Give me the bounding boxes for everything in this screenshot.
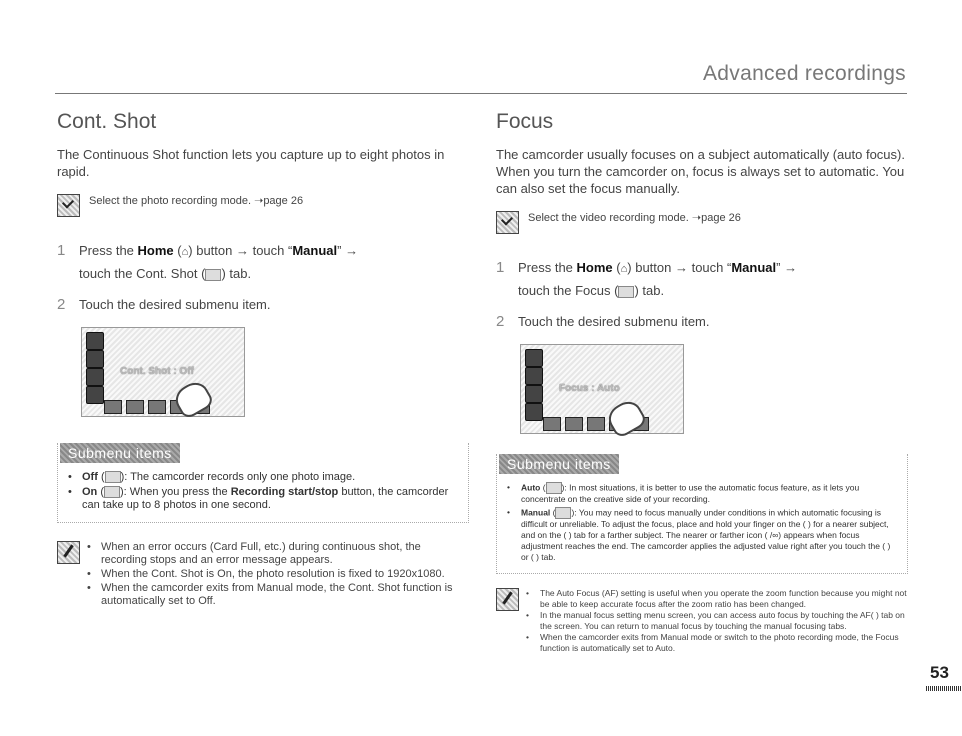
auto-focus-icon — [546, 482, 562, 494]
step-text: Press the — [79, 243, 138, 258]
manual-label: Manual — [731, 260, 777, 275]
note-item: • When the Cont. Shot is On, the photo resolution is fixed to 1920x1080. — [87, 568, 469, 581]
item-key: On — [82, 486, 98, 498]
step-text: button → touch “ — [192, 243, 293, 258]
tab-icon — [543, 417, 561, 431]
step-1: 1 Press the Home (⌂) button → touch “Manual” → touch the Focus ( ) tab. — [496, 259, 798, 298]
step-2 — [57, 294, 469, 315]
item-key: Auto — [521, 482, 541, 493]
page-number-bar — [926, 686, 962, 691]
lcd-screen-illustration — [81, 327, 245, 417]
submenu-box — [496, 454, 908, 574]
note-item: • The Auto Focus (AF) setting is useful when you operate the zoom function because you might not be able to keep accurate focus after the zoom ratio has been changed. — [526, 588, 908, 610]
home-icon: ⌂ — [620, 263, 628, 275]
step-text: Touch the desired submenu item. — [518, 314, 710, 329]
step-text: ) tab. — [221, 266, 252, 281]
menu-icon — [525, 367, 543, 385]
submenu-item: • On ( ): When you press the Recording start/stop button, the camcorder can take up to 8 photos in one second. — [68, 486, 456, 512]
step-text: Touch the desired submenu item. — [79, 297, 271, 312]
step-text: touch the Focus ( — [518, 283, 619, 298]
focus-icon — [618, 286, 634, 298]
section-title: Cont. Shot — [57, 110, 157, 133]
precheck-text: Select the video recording mode. ➝page 26 — [528, 212, 741, 224]
checkmark-icon — [496, 211, 519, 234]
touch-hand-icon — [171, 378, 215, 421]
step-number: 2 — [57, 296, 66, 313]
zoom-icon — [525, 403, 543, 421]
item-text: ): You may need to focus manually under conditions in which automatic focusing is difficult or unreliable. To adjust the focus, place and hold your finger on the ( ) for a nearer subject, and on the ( ) tab for a farther subject. The nearer or farther icon ( /∞) appears when focus adjustment reaches the end. The camcorder applies the adjusted value right after you touch the ( ) or ( ) tab. — [521, 507, 891, 562]
tab-icon — [565, 417, 583, 431]
notes — [496, 588, 908, 654]
off-icon — [105, 471, 121, 483]
item-key: Manual — [521, 507, 551, 518]
step-text: ) tab. — [634, 283, 665, 298]
home-icon — [86, 368, 104, 386]
submenu-box — [57, 443, 469, 523]
tab-icon — [148, 400, 166, 414]
item-text: ): In most situations, it is better to use the automatic focus feature, as it lets you concentrate on the creative side of your recording. — [521, 482, 860, 504]
precheck-text: Select the photo recording mode. ➝page 26 — [89, 195, 304, 207]
step-number: 1 — [496, 259, 505, 276]
section-intro: The Continuous Shot function lets you capture up to eight photos in rapid. — [57, 147, 445, 179]
lcd-screen-illustration — [520, 344, 684, 434]
step-1: 1 Press the Home (⌂) button → touch “Manual” → touch the Cont. Shot ( ) tab. — [57, 242, 359, 281]
zoom-icon — [86, 386, 104, 404]
notes — [57, 541, 469, 608]
note-item: • When an error occurs (Card Full, etc.) during continuous shot, the recording stops and an error message appears. — [87, 541, 469, 567]
chapter-title: Advanced recordings — [703, 62, 906, 85]
submenu-title: Submenu items — [499, 454, 619, 474]
item-text: ): When you press the — [120, 486, 231, 498]
menu-icon — [86, 350, 104, 368]
item-text: button, the camcorder can take up to 8 photos in one second. — [82, 486, 449, 511]
lcd-label: Cont. Shot : Off — [120, 366, 194, 377]
submenu-item: • Off ( ): The camcorder records only one photo image. — [68, 471, 456, 484]
tab-icon — [587, 417, 605, 431]
step-text: Press the — [518, 260, 577, 275]
step-text: touch the Cont. Shot ( — [79, 266, 206, 281]
item-key: Off — [82, 471, 98, 483]
note-item: • In the manual focus setting menu screen, you can access auto focus by touching the AF( ) tab on the screen. You can return to manual focus by touching the manual focusing tabs. — [526, 610, 908, 632]
focus-section — [496, 110, 908, 654]
section-title: Focus — [496, 110, 554, 133]
manual-focus-icon — [555, 507, 571, 519]
submenu-title: Submenu items — [60, 443, 180, 463]
tab-icon — [104, 400, 122, 414]
touch-hand-icon — [604, 397, 648, 440]
checkmark-icon — [57, 194, 80, 217]
header-rule — [55, 93, 907, 94]
on-icon — [104, 486, 120, 498]
note-item: • When the camcorder exits from Manual mode, the Cont. Shot function is automatically set to Off. — [87, 582, 469, 608]
lcd-label: Focus : Auto — [559, 383, 620, 394]
section-intro: The camcorder usually focuses on a subject automatically (auto focus). When you turn the camcorder on, focus is always set to automatic. You can also set the focus manually. — [496, 147, 905, 196]
submenu-item: • Manual ( ): You may need to focus manually under conditions in which automatic focusing is difficult or unreliable. To adjust the focus, place and hold your finger on the ( ) for a nearer subject, and on the ( ) tab for a farther subject. The nearer or farther icon ( /∞) appears when focus adjustment reaches the end. The camcorder applies the adjusted value right after you touch the ( ) or ( ) tab. — [507, 507, 895, 563]
step-text: ” → — [337, 243, 359, 258]
tab-icon — [126, 400, 144, 414]
home-label: Home — [137, 243, 174, 258]
note-icon — [57, 541, 80, 564]
cont-shot-section — [57, 110, 469, 609]
step-number: 1 — [57, 242, 66, 259]
camera-mode-icon — [86, 332, 104, 350]
item-text: ): The camcorder records only one photo image. — [120, 471, 356, 483]
note-icon — [496, 588, 519, 611]
recording-label: Recording start/stop — [230, 486, 339, 498]
manual-label: Manual — [292, 243, 338, 258]
step-number: 2 — [496, 313, 505, 330]
page-number: 53 — [930, 663, 949, 682]
step-2 — [496, 311, 908, 332]
home-icon — [525, 385, 543, 403]
camera-mode-icon — [525, 349, 543, 367]
home-icon: ⌂ — [181, 246, 189, 258]
step-text: ” → — [776, 260, 798, 275]
precheck — [57, 194, 469, 222]
cont-shot-icon — [205, 269, 221, 281]
home-label: Home — [576, 260, 613, 275]
submenu-item: • Auto ( ): In most situations, it is better to use the automatic focus feature, as it lets you concentrate on the creative side of your recording. — [507, 482, 895, 505]
step-text: button → touch “ — [631, 260, 732, 275]
precheck — [496, 211, 908, 239]
note-item: • When the camcorder exits from Manual mode or switch to the photo recording mode, the Focus function is automatically set to Auto. — [526, 632, 908, 654]
